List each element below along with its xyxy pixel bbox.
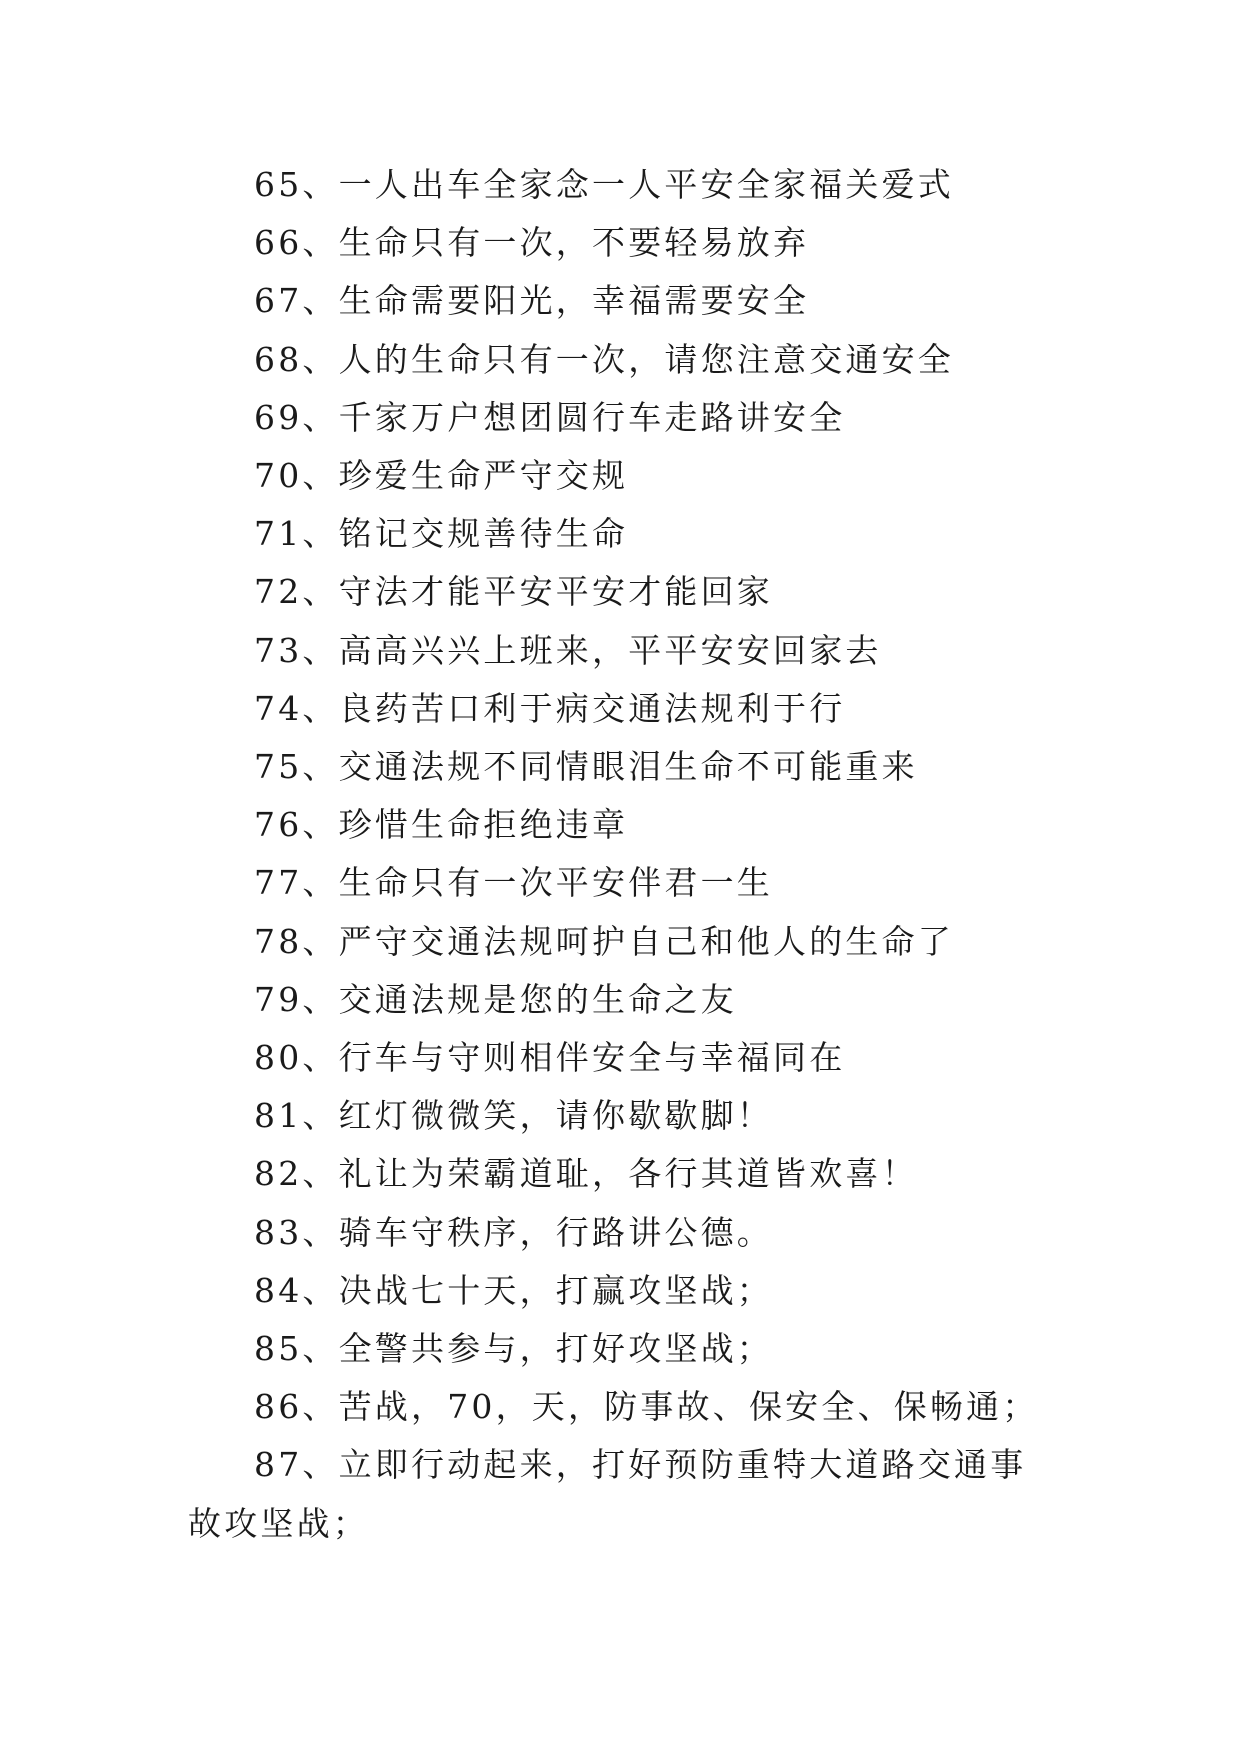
- list-item: 68、人的生命只有一次，请您注意交通安全: [254, 339, 954, 379]
- list-item: 83、骑车守秩序，行路讲公德。: [254, 1212, 773, 1252]
- list-item: 78、严守交通法规呵护自己和他人的生命了: [254, 921, 954, 961]
- list-item: 81、红灯微微笑，请你歇歇脚！: [254, 1096, 773, 1136]
- list-item: 65、一人出车全家念一人平安全家福关爱式: [254, 165, 954, 204]
- list-item: 69、千家万户想团圆行车走路讲安全: [254, 397, 846, 437]
- list-item: 74、良药苦口利于病交通法规利于行: [254, 688, 846, 728]
- list-item: 75、交通法规不同情眼泪生命不可能重来: [254, 747, 918, 787]
- list-item: 67、生命需要阳光，幸福需要安全: [254, 281, 810, 321]
- list-item: 86、苦战，70，天，防事故、保安全、保畅通；: [254, 1387, 1039, 1427]
- list-item: 84、决战七十天，打赢攻坚战；: [254, 1270, 773, 1310]
- list-item: 82、礼让为荣霸道耻，各行其道皆欢喜！: [254, 1154, 918, 1194]
- list-item: 72、守法才能平安平安才能回家: [254, 572, 773, 612]
- list-item: 66、生命只有一次，不要轻易放弃: [254, 223, 810, 263]
- list-item: 80、行车与守则相伴安全与幸福同在: [254, 1038, 846, 1078]
- list-item: 77、生命只有一次平安伴君一生: [254, 863, 773, 903]
- list-item: 85、全警共参与，打好攻坚战；: [254, 1329, 773, 1369]
- list-item: 87、立即行动起来，打好预防重特大道路交通事故攻坚战；: [188, 1445, 1027, 1543]
- list-item: 70、珍爱生命严守交规: [254, 456, 629, 496]
- list-item: 79、交通法规是您的生命之友: [254, 979, 737, 1019]
- list-item: 76、珍惜生命拒绝违章: [254, 805, 629, 845]
- list-item: 73、高高兴兴上班来，平平安安回家去: [254, 630, 882, 670]
- list-item: 71、铭记交规善待生命: [254, 514, 629, 554]
- slogan-list: [188, 156, 1058, 1553]
